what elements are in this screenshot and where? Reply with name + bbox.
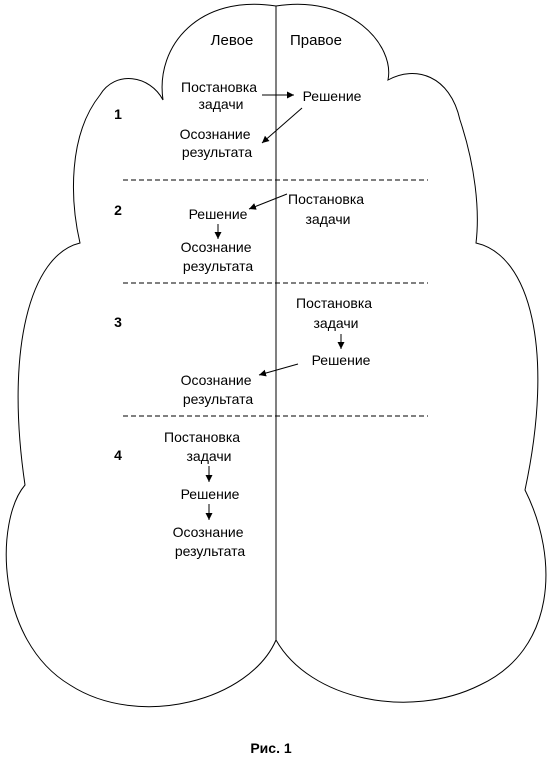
row3-result: Осознание результата <box>180 372 254 407</box>
row1-arrow-solution-result <box>262 108 302 143</box>
row2-arrow-problem-solution <box>249 194 287 209</box>
row1-result: Осознание результата <box>179 126 253 160</box>
row4-solution: Решение <box>180 486 240 502</box>
row-number-3: 3 <box>114 314 122 330</box>
row1-solution: Решение <box>302 88 362 104</box>
row3-solution: Решение <box>311 352 371 368</box>
row-number-1: 1 <box>114 106 122 122</box>
row1-problem: Постановка задачи <box>181 79 258 112</box>
row2-solution: Решение <box>188 206 248 222</box>
row-number-2: 2 <box>114 202 122 218</box>
row-number-4: 4 <box>114 447 122 463</box>
row4-problem: Постановка задачи <box>164 429 241 464</box>
row3-problem: Постановка задачи <box>296 295 373 331</box>
left-hemisphere-label: Левое <box>210 32 254 49</box>
row3-arrow-solution-result <box>259 364 298 375</box>
figure-caption: Рис. 1 <box>250 740 292 756</box>
row2-problem: Постановка задачи <box>288 191 365 227</box>
right-hemisphere-label: Правое <box>290 32 342 49</box>
row2-result: Осознание результата <box>180 239 254 274</box>
row4-result: Осознание результата <box>172 524 246 559</box>
